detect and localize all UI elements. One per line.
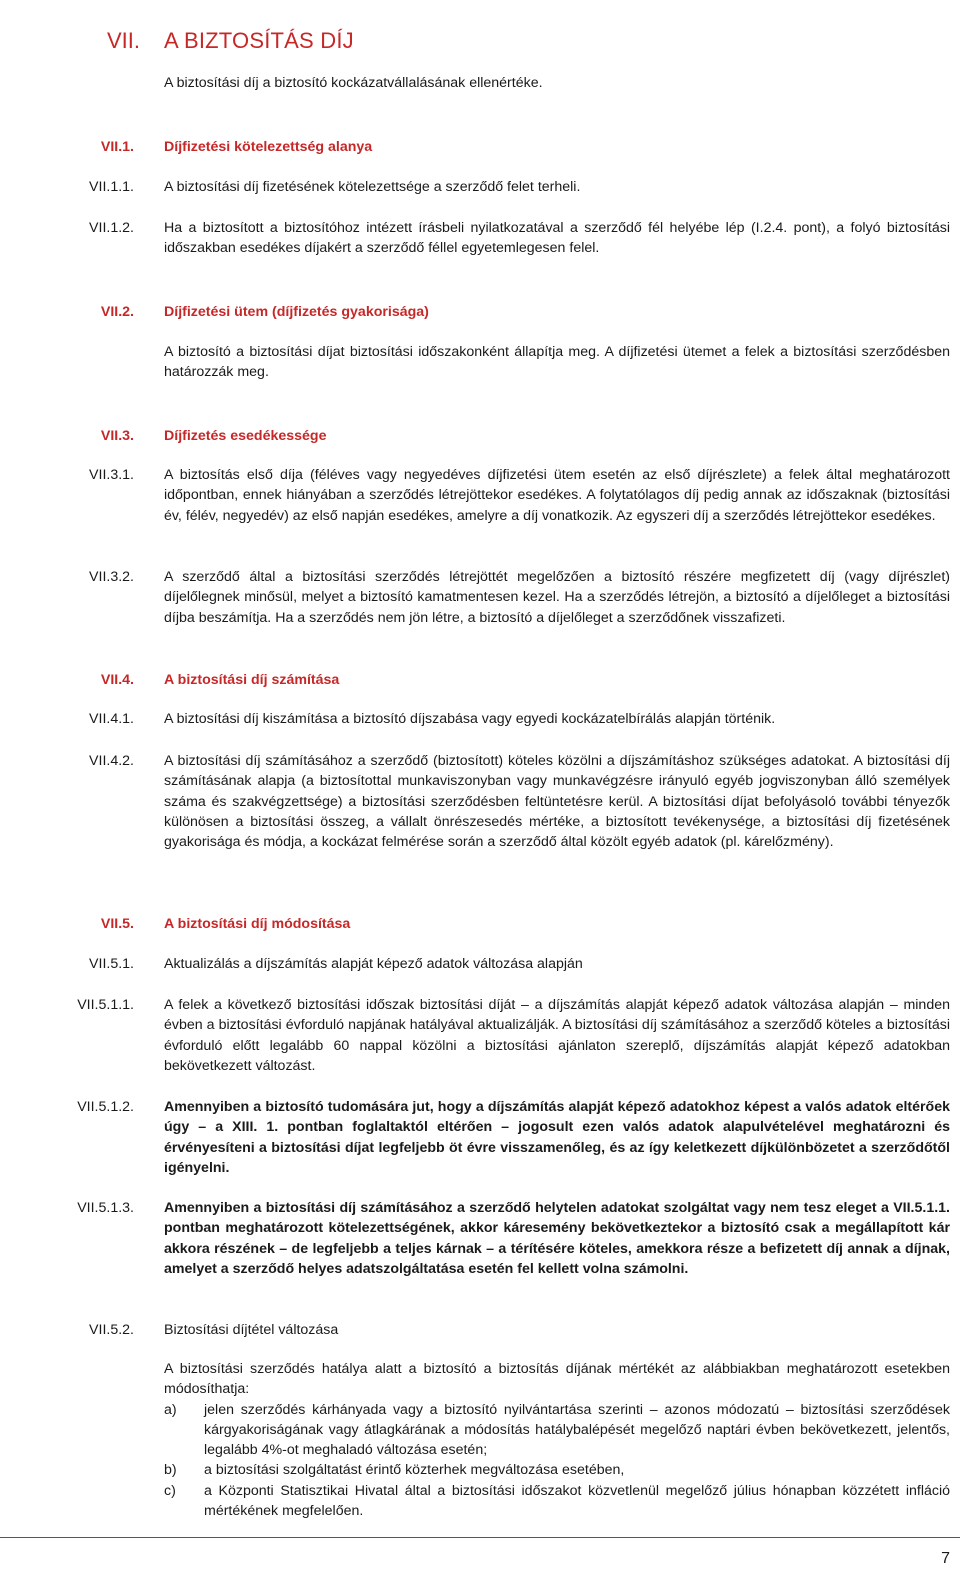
paragraph-text: A szerződő által a biztosítási szerződés létrejöttét megelőzően a biztosító részére megfizetett díj (vagy díjrészlet) díjelőlegnek minősül, melyet a biztosító kamatmentesen kezel. Ha a szerződés létrejön, a biztosító a díjelőleget a biztosítási díjba beszámítja. Ha a szerződés nem jön létre, a biztosító a díjelőleget a szerződőnek visszafizeti. <box>164 569 950 626</box>
list-item-label: c) <box>164 1482 176 1499</box>
chapter-intro: A biztosítási díj a biztosító kockázatvállalásának ellenértéke. <box>164 75 543 91</box>
section-number: VII.5. <box>100 916 134 932</box>
paragraph-text: A biztosítási díj fizetésének kötelezettsége a szerződő felet terheli. <box>164 179 581 195</box>
list-item <box>164 1481 950 1522</box>
list-item <box>164 1400 950 1461</box>
paragraph-number: VII.1.1. <box>89 179 134 195</box>
list-item-label: a) <box>164 1401 177 1418</box>
paragraph-number: VII.4.1. <box>89 711 134 727</box>
paragraph-number: VII.5.2. <box>89 1322 134 1338</box>
paragraph-number: VII.5.1.2. <box>77 1099 134 1115</box>
paragraph-text: A biztosítás első díja (féléves vagy negyedéves díjfizetési ütem esetén az első díjrészlete) a felek által meghatározott időpontban, ennek hiányában a szerződés létrejöttekor esedékes. A folytatólagos díj pedig annak az időszaknak (biztosítási év, félév, negyedév) az első napján esedékes, amelyre a díj vonatkozik. Az egyszeri díj a szerződés létrejöttekor esedékes. <box>164 467 950 524</box>
section-title: A biztosítási díj számítása <box>164 672 340 688</box>
chapter-title: A BIZTOSÍTÁS DÍJ <box>164 28 354 53</box>
paragraph-number: VII.3.1. <box>89 467 134 483</box>
paragraph-number: VII.5.1.1. <box>77 997 134 1013</box>
list-intro: A biztosítási szerződés hatálya alatt a biztosító a biztosítás díjának mértékét az alábbiakban meghatározott esetekben módosíthatja: <box>164 1361 950 1398</box>
list-item <box>164 1460 950 1480</box>
section-title: Díjfizetés esedékessége <box>164 428 327 444</box>
section-number: VII.1. <box>100 139 134 155</box>
paragraph-text: Amennyiben a biztosítási díj számításához a szerződő helytelen adatokat szolgáltat vagy nem tesz eleget a VII.5.1.1. pontban meghatározott kötelezettségének, akkor káresemény bekövetkeztekor a biztosító csak a megállapított kár akkora részének – de legfeljebb a teljes kárnak – a térítésére köteles, amekkora része a befizetett díj annak a díjnak, amelyet a szerződő helyes adatszolgáltatása esetén fel kellett volna számolni. <box>164 1200 950 1277</box>
paragraph-number: VII.4.2. <box>89 753 134 769</box>
section-title: Díjfizetési ütem (díjfizetés gyakorisága) <box>164 304 429 320</box>
paragraph-text: A felek a következő biztosítási időszak biztosítási díját – a díjszámítás alapját képező adatok változása alapján – minden évben a biztosítási évforduló napjának hatályával aktualizálják. A biztosítási díj számításához a szerződő köteles a biztosítási évforduló előtt legalább 60 nappal közölni a biztosítási ajánlaton szereplő, díjszámítás alapját képező adatokban bekövetkezett változást. <box>164 997 950 1074</box>
section-number: VII.2. <box>100 304 134 320</box>
paragraph-text: Ha a biztosított a biztosítóhoz intézett írásbeli nyilatkozatával a szerződő fél helyébe lép (I.2.4. pont), a folyó biztosítási időszakban esedékes díjakért a szerződő féllel egyetemlegesen felel. <box>164 220 950 257</box>
list-item-text: jelen szerződés kárhányada vagy a biztosító nyilvántartása szerinti – azonos módozatú – biztosítási szerződések kárgyakoriságának vagy átlagkárának a módosítás hatálybalépését megelőző naptári évben bekövetkezett, jelentős, legalább 4%-ot meghaladó változása esetén; <box>204 1401 950 1459</box>
chapter-number: VII. <box>107 28 141 53</box>
page-number: 7 <box>941 1550 950 1567</box>
paragraph-text: Biztosítási díjtétel változása <box>164 1322 339 1338</box>
list-item-text: a Központi Statisztikai Hivatal által a biztosítási időszakot közvetlenül megelőző július hónapban közzétett infláció mértékének megfelelően. <box>204 1482 950 1520</box>
modification-list <box>164 1359 950 1521</box>
paragraph-text: A biztosítási díj kiszámítása a biztosító díjszabása vagy egyedi kockázatelbírálás alapján történik. <box>164 711 776 727</box>
paragraph-number: VII.5.1. <box>89 956 134 972</box>
paragraph-text: Aktualizálás a díjszámítás alapját képező adatok változása alapján <box>164 956 583 972</box>
section-number: VII.3. <box>100 428 134 444</box>
footer-divider <box>0 1537 960 1538</box>
section-title: Díjfizetési kötelezettség alanya <box>164 139 373 155</box>
paragraph-text: A biztosító a biztosítási díjat biztosítási időszakonként állapítja meg. A díjfizetési ütemet a felek a biztosítási szerződésben határozzák meg. <box>164 344 950 381</box>
paragraph-text: A biztosítási díj számításához a szerződő (biztosított) köteles közölni a díjszámításhoz szükséges adatokat. A biztosítási díj számításának alapja (a biztosítottal munkaviszonyban vagy munkavégzésre irányuló egyéb jogviszonyban álló személyek száma és szakvégzettsége) a biztosítási szerződésben feltüntetésre kerül. A biztosítási díjat befolyásoló további tényezők különösen a biztosítási összeg, a vállalt önrészesedés mértéke, a biztosított tevékenysége, a biztosítási díj fizetésének gyakorisága és módja, a kockázat felmérése során a szerződő által közölt egyéb adatok (pl. kárelőzmény). <box>164 753 950 851</box>
paragraph-number: VII.1.2. <box>89 220 134 236</box>
paragraph-number: VII.3.2. <box>89 569 134 585</box>
section-number: VII.4. <box>100 672 134 688</box>
list-item-text: a biztosítási szolgáltatást érintő közterhek megváltozása esetében, <box>204 1462 625 1479</box>
paragraph-text: Amennyiben a biztosító tudomására jut, hogy a díjszámítás alapját képező adatokhoz képest a valós adatok eltérőek úgy – a XIII. 1. pontban foglaltaktól eltérően – jogosult ezen valós adatok alapulvételével meghatározni és érvényesíteni a biztosítási díjat legfeljebb öt évre visszamenőleg, és az így keletkezett díjkülönbözetet a szerződőtől igényelni. <box>164 1099 950 1176</box>
section-title: A biztosítási díj módosítása <box>164 916 351 932</box>
list-item-label: b) <box>164 1462 177 1479</box>
paragraph-number: VII.5.1.3. <box>77 1200 134 1216</box>
